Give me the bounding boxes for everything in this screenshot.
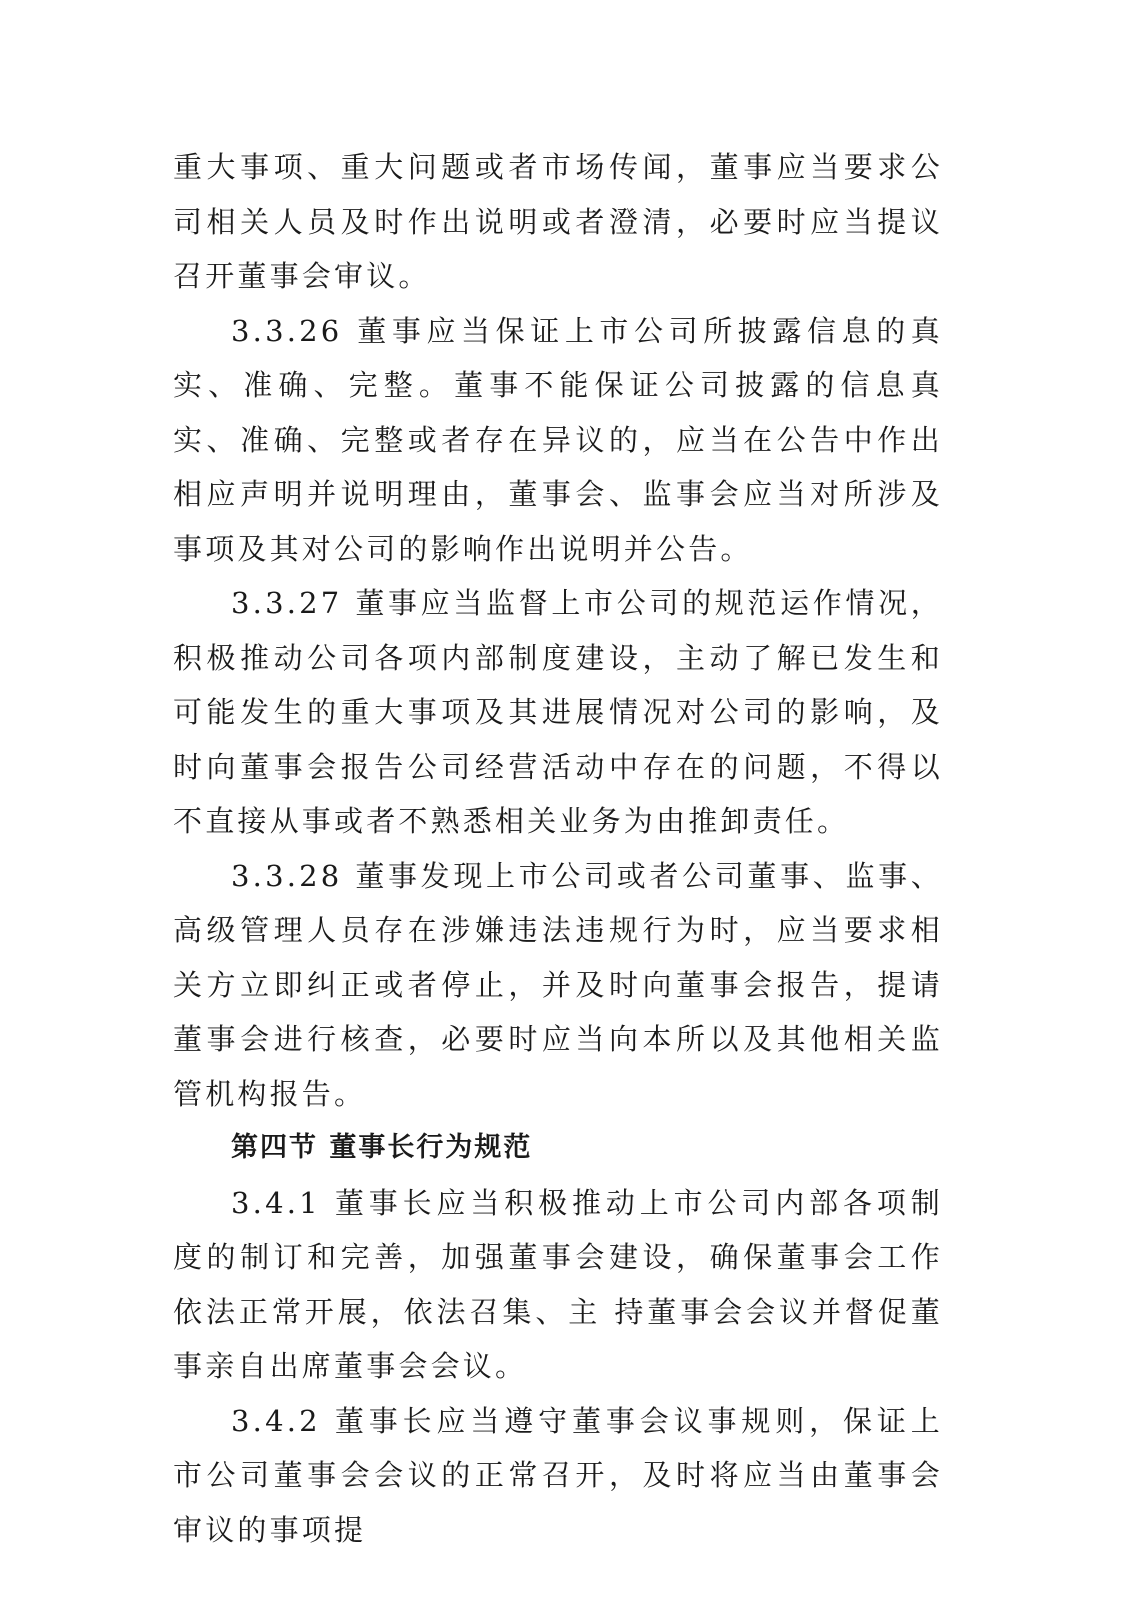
paragraph-article-3-3-28: 3.3.28 董事发现上市公司或者公司董事、监事、高级管理人员存在涉嫌违法违规行为时，应当要求相关方立即纠正或者停止，并及时向董事会报告，提请董事会进行核查，必要时应当向本所以及其他相关监管机构报告。 [173, 858, 943, 1111]
paragraph-continuation: 重大事项、重大问题或者市场传闻，董事应当要求公司相关人员及时作出说明或者澄清，必要时应当提议召开董事会审议。 [173, 150, 943, 293]
paragraph-article-3-4-1: 3.4.1 董事长应当积极推动上市公司内部各项制度的制订和完善，加强董事会建设，确保董事会工作依法正常开展，依法召集、主 持董事会会议并督促董事亲自出席董事会会议。 [173, 1185, 943, 1383]
paragraph-article-3-3-26: 3.3.26 董事应当保证上市公司所披露信息的真实、准确、完整。董事不能保证公司披露的信息真实、准确、完整或者存在异议的，应当在公告中作出相应声明并说明理由，董事会、监事会应当对所涉及事项及其对公司的影响作出说明并公告。 [173, 313, 943, 566]
paragraph-article-3-3-27: 3.3.27 董事应当监督上市公司的规范运作情况，积极推动公司各项内部制度建设，主动了解已发生和可能发生的重大事项及其进展情况对公司的影响，及时向董事会报告公司经营活动中存在的问题，不得以不直接从事或者不熟悉相关业务为由推卸责任。 [173, 586, 943, 838]
document-body [173, 140, 943, 1557]
paragraph-article-3-4-2: 3.4.2 董事长应当遵守董事会议事规则，保证上市公司董事会会议的正常召开，及时将应当由董事会审议的事项提 [173, 1403, 943, 1547]
section-heading: 第四节 董事长行为规范 [231, 1132, 533, 1163]
